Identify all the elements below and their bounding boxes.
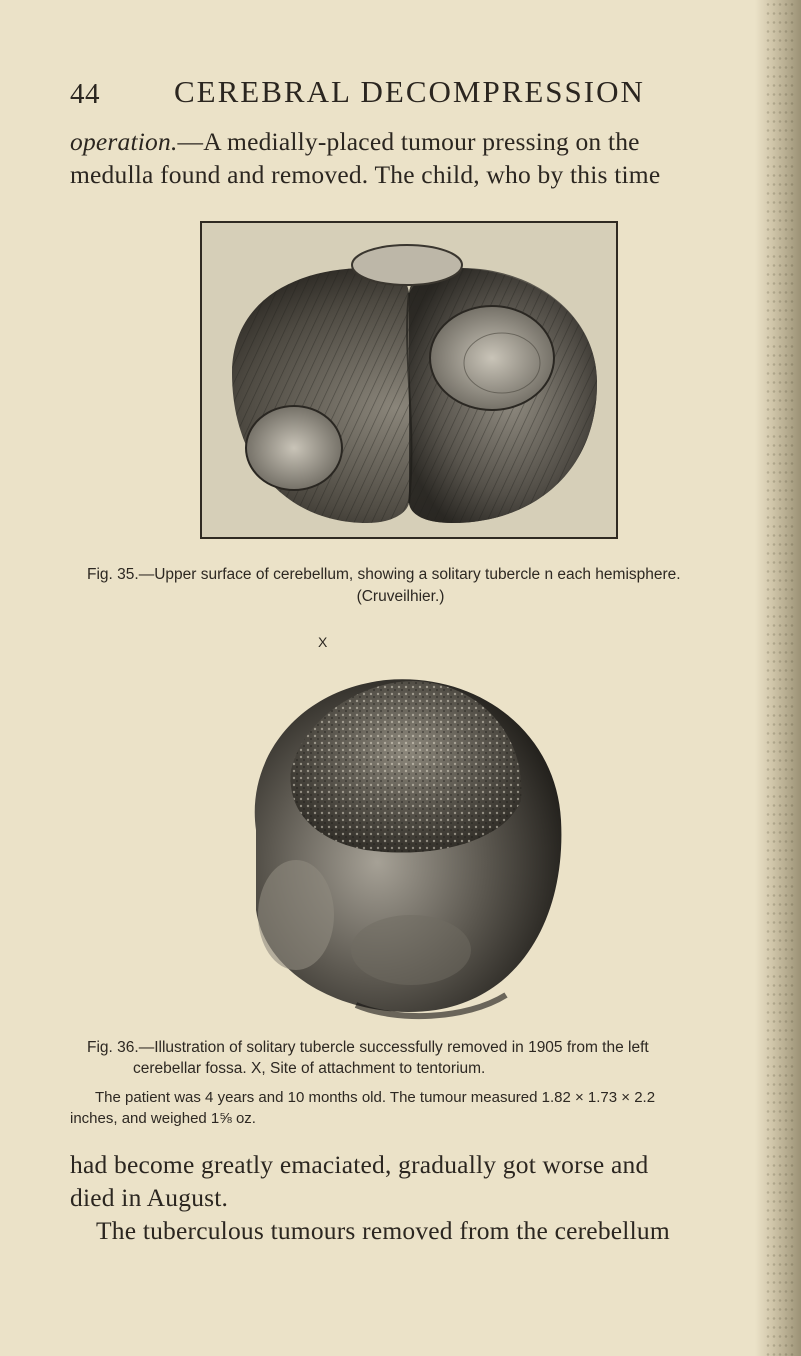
cerebellum-illustration [202, 223, 616, 537]
page-number: 44 [70, 78, 100, 110]
body-line-3: had become greatly emaciated, gradually got worse and [70, 1150, 649, 1179]
figure-36-caption-line-2: cerebellar fossa. X, Site of attachment to tentorium. [133, 1060, 486, 1077]
body-line-1-italic: operation. [70, 127, 178, 156]
figure-35-caption-line-2: (Cruveilhier.) [356, 588, 445, 605]
figure-35-image [200, 221, 618, 539]
running-title: CEREBRAL DECOMPRESSION [174, 74, 645, 109]
page-edge-texture [765, 0, 795, 1356]
body-line-2: medulla found and removed. The child, who by this time [70, 160, 661, 189]
figure-36-note-line-1: The patient was 4 years and 10 months old. The tumour measured 1.82 × 1.73 × 2.2 [95, 1089, 656, 1106]
tubercle-illustration [236, 650, 576, 1022]
figure-36-caption-line-1: Fig. 36.—Illustration of solitary tubercle successfully removed in 1905 from the left [87, 1039, 649, 1056]
body-line-5: The tuberculous tumours removed from the cerebellum [96, 1216, 670, 1245]
body-line-1 [70, 127, 750, 157]
figure-35-caption-line-1: Fig. 35.—Upper surface of cerebellum, showing a solitary tubercle n each hemisphere. [87, 566, 681, 583]
page-header [70, 74, 670, 114]
figure-36-attachment-marker: X [318, 634, 328, 650]
figure-36-note-line-2: inches, and weighed 1⅝ oz. [70, 1110, 256, 1127]
figure-36-image [236, 650, 576, 1022]
body-line-4: died in August. [70, 1183, 229, 1212]
body-line-1-rest: —A medially-placed tumour pressing on the [177, 127, 640, 156]
